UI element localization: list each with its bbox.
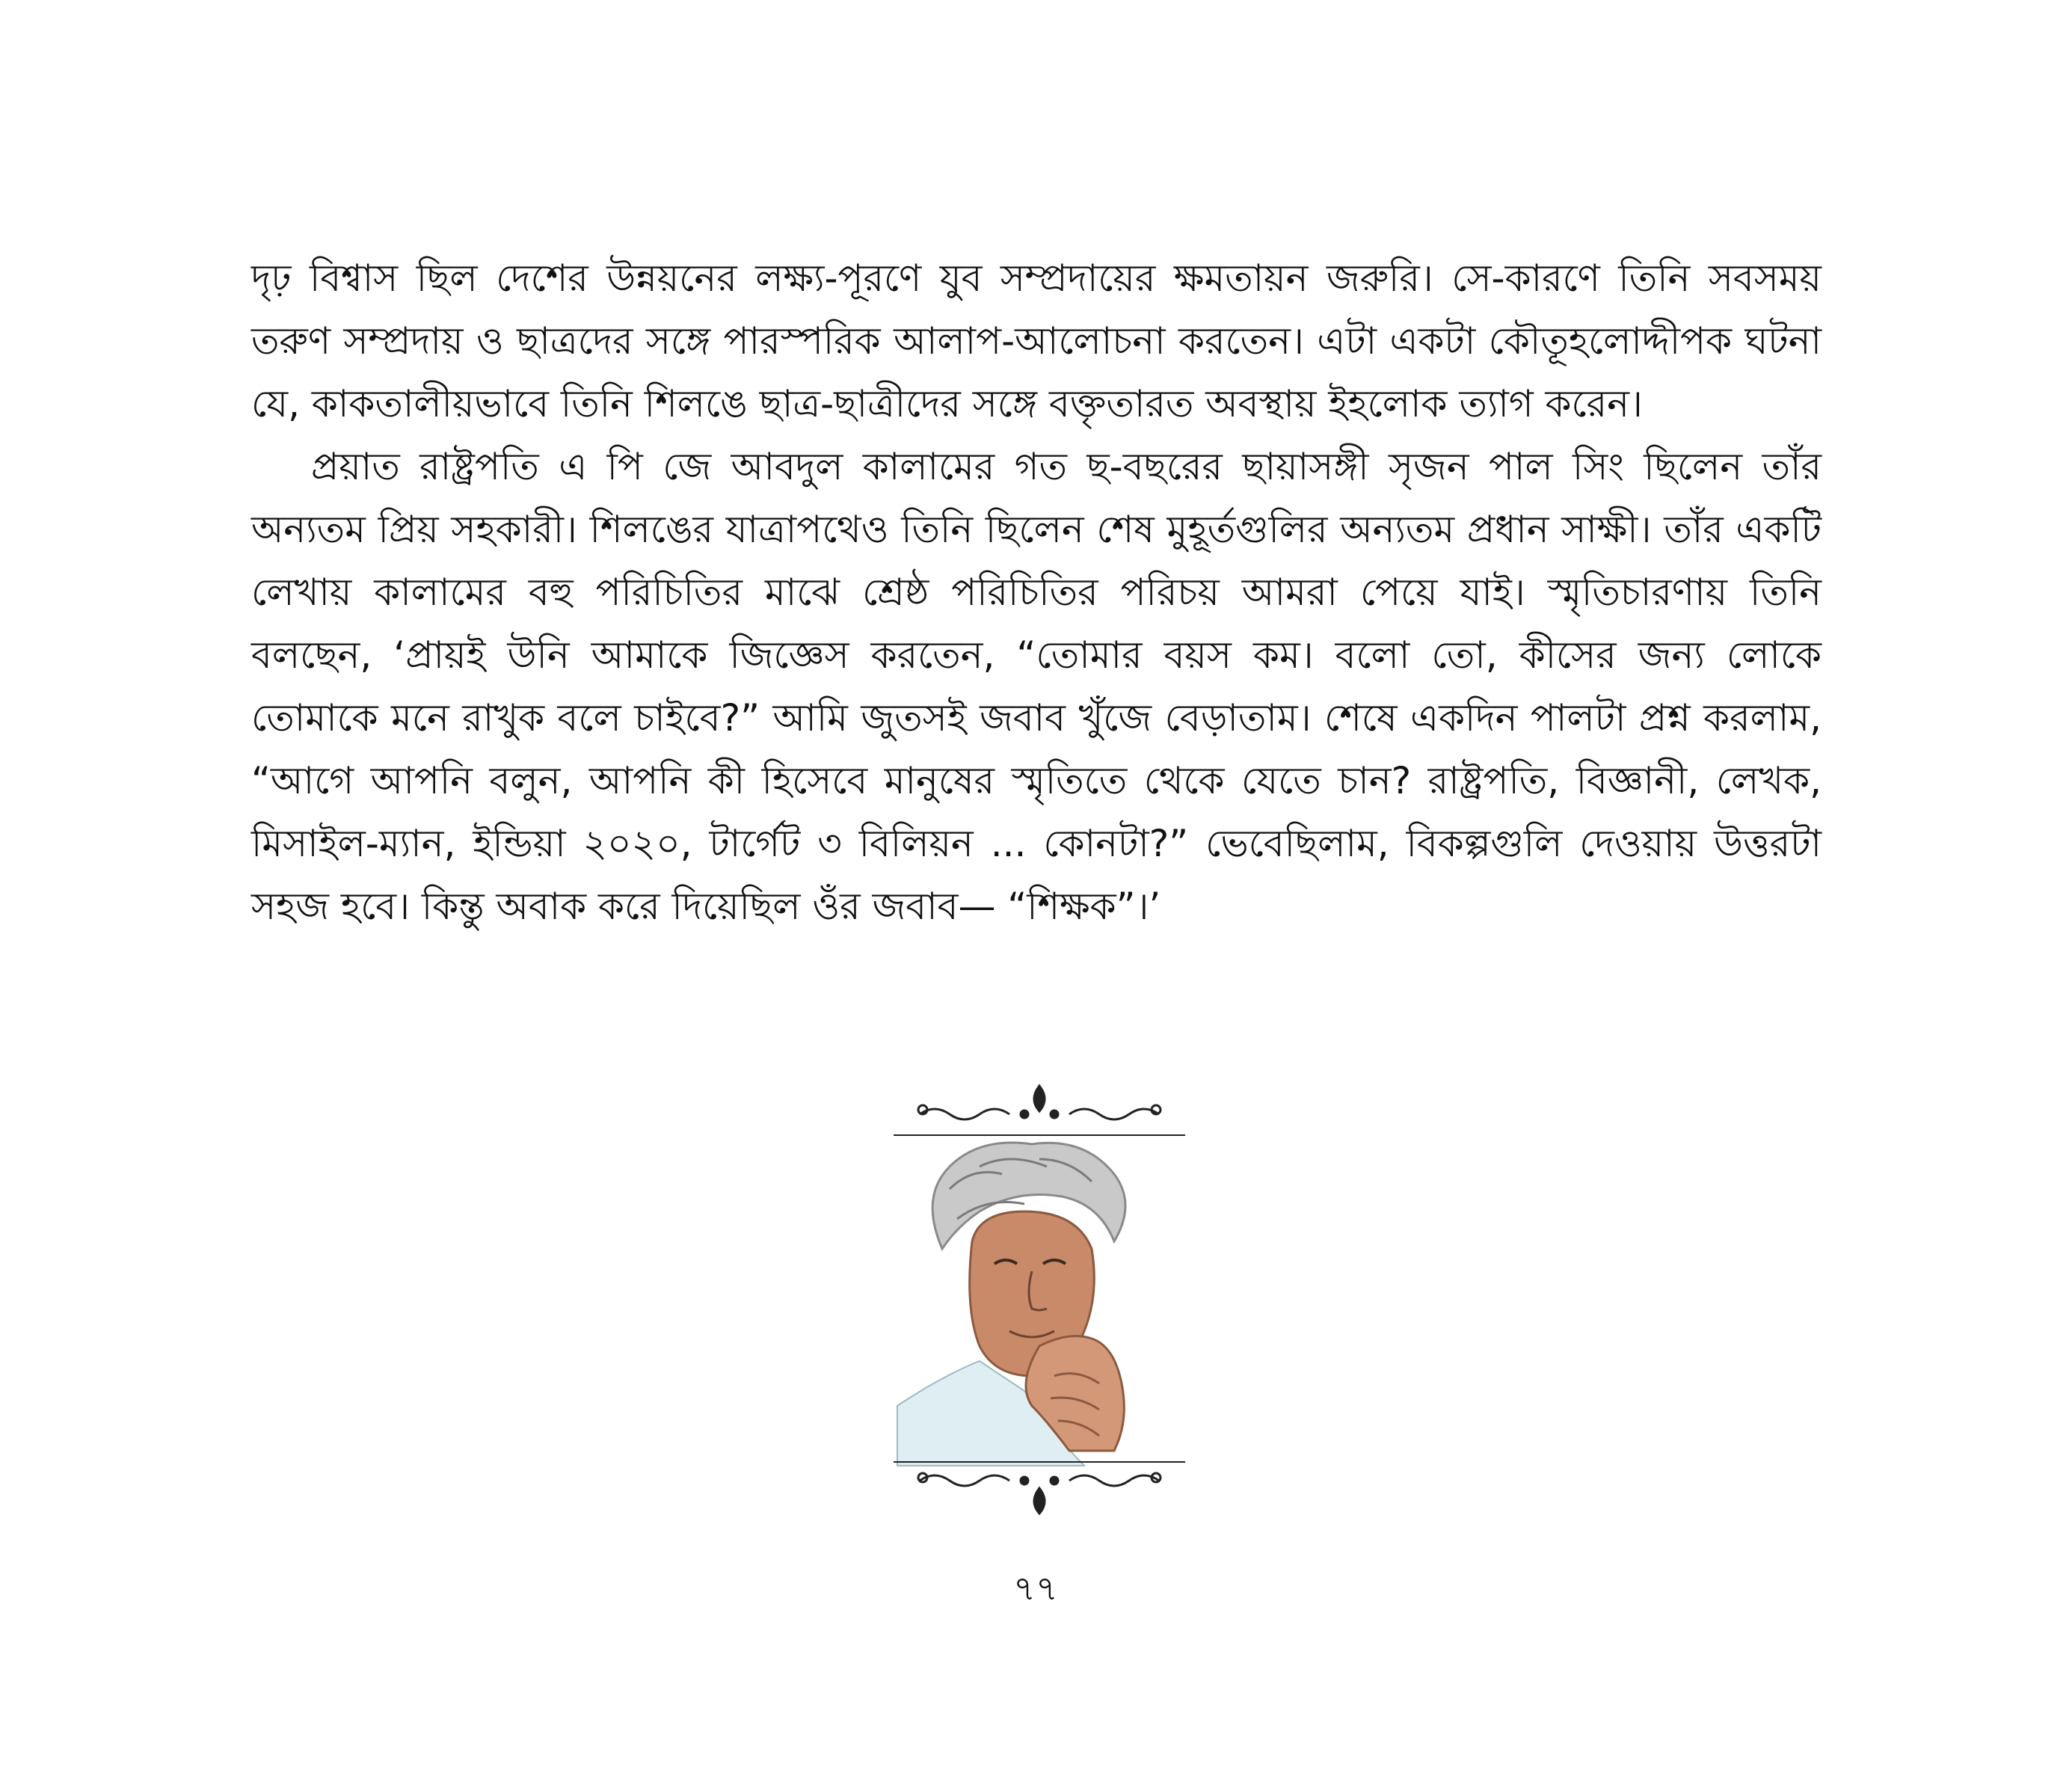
- paragraph-2: প্রয়াত রাষ্ট্রপতি এ পি জে আবদুল কালামের গত ছ-বছরের ছায়াসঙ্গী সৃজন পাল সিং ছিলেন তাঁর অন্যতম প্রিয় সহকারী। শিলঙের যাত্রাপথেও তিনি ছিলেন শেষ মুহূর্তগুলির অন্যতম প্রধান সাক্ষী। তাঁর একটি লেখায় কালামের বহু পরিচিতির মাঝে শ্রেষ্ঠ পরিচিতির পরিচয় আমরা পেয়ে যাই। স্মৃতিচারণায় তিনি বলছেন, ‘প্রায়ই উনি আমাকে জিজ্ঞেস করতেন, “তোমার বয়স কম। বলো তো, কীসের জন্য লোকে তোমাকে মনে রাখুক বলে চাইবে?” আমি জুতসই জবাব খুঁজে বেড়াতাম। শেষে একদিন পালটা প্রশ্ন করলাম, “আগে আপনি বলুন, আপনি কী হিসেবে মানুষের স্মৃতিতে থেকে যেতে চান? রাষ্ট্রপতি, বিজ্ঞানী, লেখক, মিসাইল-ম্যান, ইন্ডিয়া ২০২০, টার্গেট ৩ বিলিয়ন ... কোনটা?” ভেবেছিলাম, বিকল্পগুলি দেওয়ায় উত্তরটা সহজ হবে। কিন্তু অবাক করে দিয়েছিল ওঁর জবাব— “শিক্ষক”।’: [251, 445, 1822, 928]
- kalam-portrait-icon: [897, 1143, 1125, 1466]
- page-number: ৭৭: [1013, 1568, 1058, 1609]
- paragraph-1: দৃঢ় বিশ্বাস ছিল দেশের উন্নয়নের লক্ষ্য-পূরণে যুব সম্প্রদায়ের ক্ষমতায়ন জরুরি। সে-কারণে তিনি সবসময় তরুণ সম্প্রদায় ও ছাত্রদের সঙ্গে পারস্পরিক আলাপ-আলোচনা করতেন। এটা একটা কৌতূহলোদ্দীপক ঘটনা যে, কাকতালীয়ভাবে তিনি শিলঙে ছাত্র-ছাত্রীদের সঙ্গে বক্তৃতারত অবস্থায় ইহলোক ত্যাগ করেন।: [251, 256, 1822, 425]
- portrait-svg: [890, 1077, 1189, 1522]
- bottom-ornament-icon: [894, 1462, 1185, 1514]
- body-text: [251, 247, 1822, 938]
- portrait-illustration: [890, 1077, 1189, 1522]
- top-ornament-icon: [894, 1086, 1185, 1135]
